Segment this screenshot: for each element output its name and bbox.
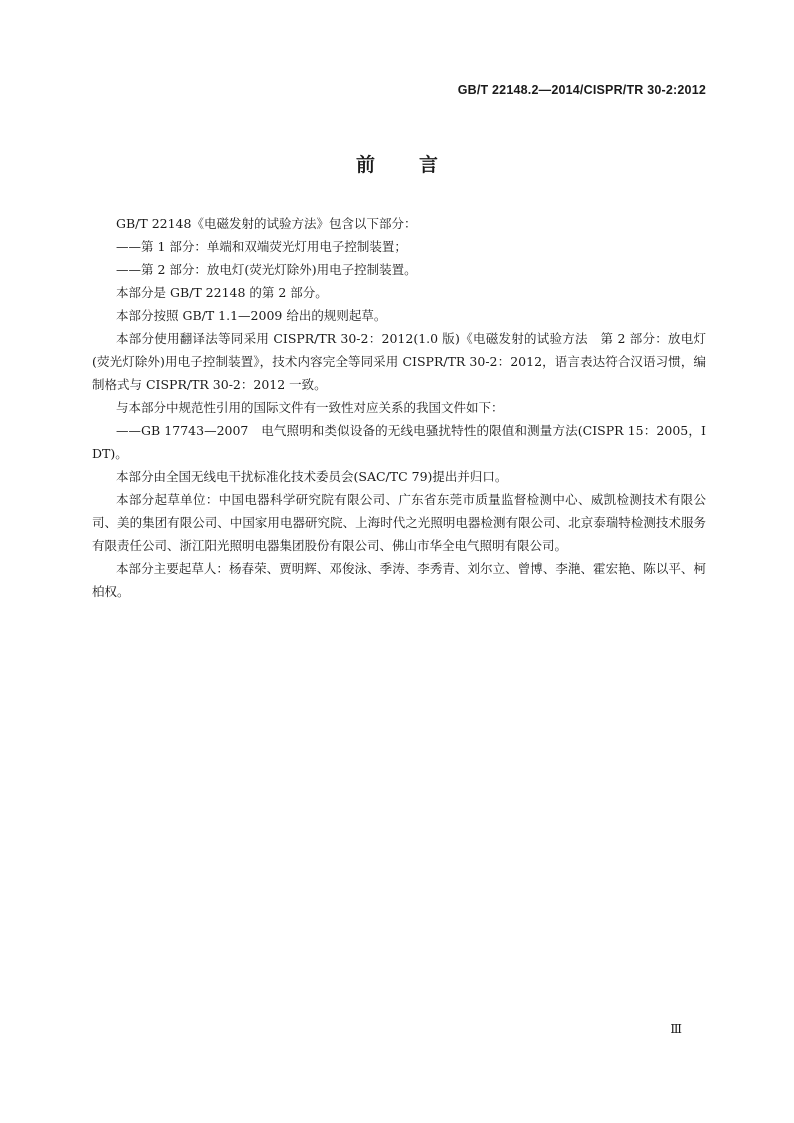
paragraph-committee: 本部分由全国无线电干扰标准化技术委员会(SAC/TC 79)提出并归口。 (116, 469, 508, 484)
page-title: 前言 (355, 154, 482, 176)
paragraph-adoption: 本部分使用翻译法等同采用 CISPR/TR 30-2：2012(1.0 版)《电磁发射的试验方法 第 2 部分：放电灯(荧光灯除外)用电子控制装置》，技术内容完全等同采用 CISPR/TR 30-2：2012，语言表达符合汉语习惯，编制格式与 CISPR/TR 30-2：2012 一致。 (92, 331, 706, 392)
paragraph-normative-refs: 与本部分中规范性引用的国际文件有一致性对应关系的我国文件如下： (116, 400, 504, 415)
paragraph-this-part: 本部分是 GB/T 22148 的第 2 部分。 (116, 285, 328, 300)
standard-code: GB/T 22148.2—2014/CISPR/TR 30-2:2012 (457, 83, 706, 97)
paragraph-part-2: ——第 2 部分：放电灯(荧光灯除外)用电子控制装置。 (116, 262, 417, 277)
paragraph-part-1: ——第 1 部分：单端和双端荧光灯用电子控制装置； (116, 239, 407, 254)
page-number: Ⅲ (670, 1022, 682, 1036)
paragraph-parts-intro: GB/T 22148《电磁发射的试验方法》包含以下部分： (116, 216, 417, 231)
paragraph-drafters: 本部分主要起草人：杨春荣、贾明辉、邓俊泳、季涛、李秀青、刘尔立、曾博、李滟、霍宏艳、陈以平、柯柏权。 (92, 561, 706, 599)
paragraph-drafting-rules: 本部分按照 GB/T 1.1—2009 给出的规则起草。 (116, 308, 387, 323)
document-body (92, 212, 706, 603)
paragraph-drafting-units: 本部分起草单位：中国电器科学研究院有限公司、广东省东莞市质量监督检测中心、威凯检测技术有限公司、美的集团有限公司、中国家用电器研究院、上海时代之光照明电器检测有限公司、北京泰瑞特检测技术服务有限责任公司、浙江阳光照明电器集团股份有限公司、佛山市华全电气照明有限公司。 (92, 492, 706, 553)
paragraph-gb17743: ——GB 17743—2007 电气照明和类似设备的无线电骚扰特性的限值和测量方法(CISPR 15：2005，IDT)。 (92, 423, 706, 461)
